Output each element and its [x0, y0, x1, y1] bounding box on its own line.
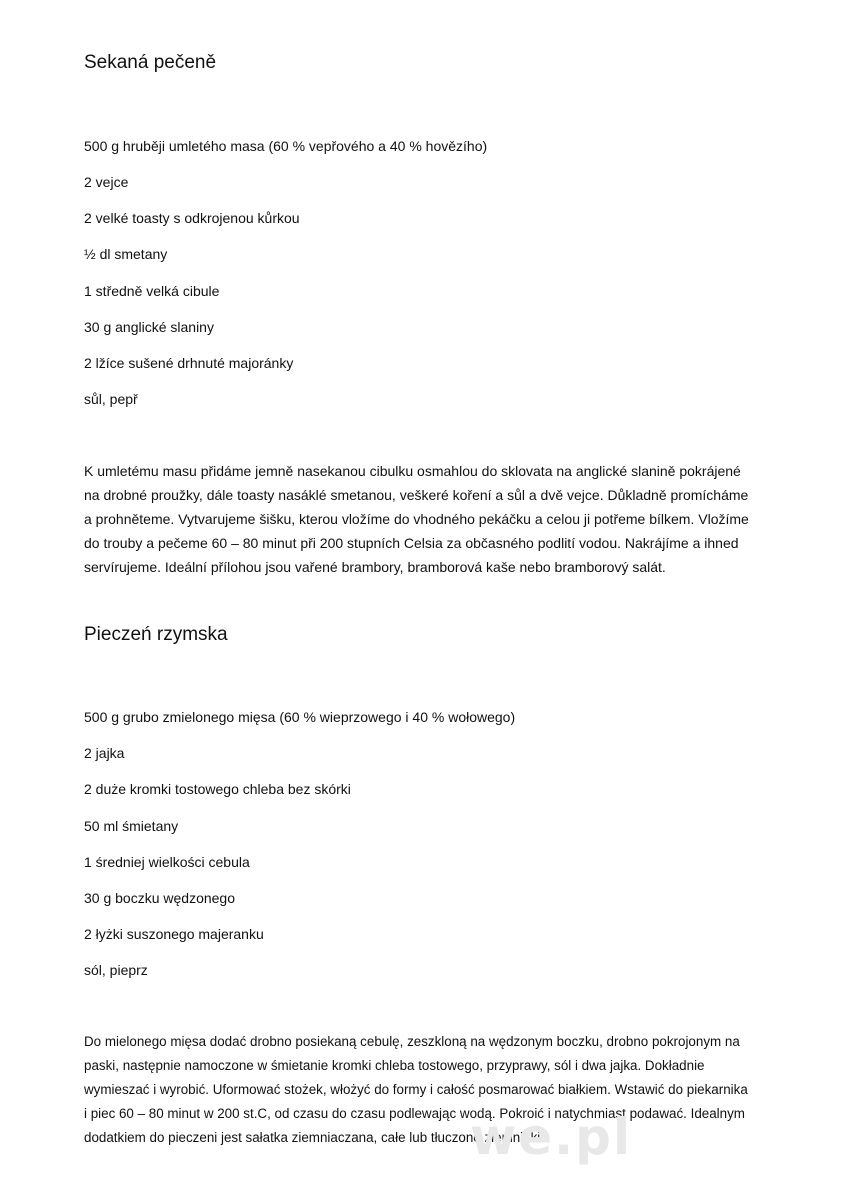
ingredient-item: 2 lžíce sušené drhnuté majoránky: [84, 355, 294, 371]
ingredient-item: 500 g hruběji umletého masa (60 % vepřového a 40 % hovězího): [84, 138, 488, 154]
instruction-line: servírujeme. Ideální přílohou jsou vařené brambory, bramborová kaše nebo bramborový salát.: [84, 559, 666, 575]
instruction-line: wymieszać i wyrobić. Uformować stożek, włożyć do formy i całość posmarować białkiem. Wstawić do piekarnika: [84, 1082, 748, 1097]
recipe-title-czech: Sekaná pečeně: [84, 52, 217, 73]
ingredient-item: 30 g anglické slaniny: [84, 319, 214, 335]
ingredient-item: 2 łyżki suszonego majeranku: [84, 926, 264, 942]
instruction-line: do trouby a pečeme 60 – 80 minut při 200 stupních Celsia za občasného podlití vodou. Nakrájíme a ihned: [84, 535, 739, 551]
ingredient-item: 1 středně velká cibule: [84, 283, 220, 299]
ingredient-item: sůl, pepř: [84, 391, 138, 407]
ingredient-item: 2 duże kromki tostowego chleba bez skórki: [84, 781, 351, 797]
ingredient-item: 2 vejce: [84, 174, 129, 190]
watermark: we.pl: [470, 1108, 633, 1166]
instruction-line: i piec 60 – 80 minut w 200 st.C, od czasu do czasu podlewając wodą. Pokroić i natychmiast podawać. Idealnym: [84, 1106, 745, 1121]
instruction-line: na drobné proužky, dále toasty nasáklé smetanou, veškeré koření a sůl a dvě vejce. Důkladně promícháme: [84, 487, 749, 503]
recipe-instructions-polish: [84, 1030, 804, 1150]
recipe-instructions-czech: [84, 459, 804, 579]
instruction-line: a prohněteme. Vytvarujeme šišku, kterou vložíme do vhodného pekáčku a celou ji potřeme bílkem. Vložíme: [84, 511, 749, 527]
instruction-line: dodatkiem do pieczeni jest sałatka ziemniaczana, całe lub tłuczone ziemniaki.: [84, 1130, 544, 1145]
ingredient-item: 50 ml śmietany: [84, 818, 179, 834]
ingredient-item: sól, pieprz: [84, 962, 148, 978]
ingredient-item: 30 g boczku wędzonego: [84, 890, 235, 906]
ingredient-item: 2 velké toasty s odkrojenou kůrkou: [84, 210, 300, 226]
instruction-line: Do mielonego mięsa dodać drobno posiekaną cebulę, zeszkloną na wędzonym boczku, drobno pokrojonym na: [84, 1034, 740, 1049]
ingredient-item: ½ dl smetany: [84, 246, 168, 262]
ingredient-item: 1 średniej wielkości cebula: [84, 854, 250, 870]
ingredient-item: 500 g grubo zmielonego mięsa (60 % wieprzowego i 40 % wołowego): [84, 709, 516, 725]
instruction-line: K umletému masu přidáme jemně nasekanou cibulku osmahlou do sklovata na anglické slanině pokrájené: [84, 463, 741, 479]
ingredient-item: 2 jajka: [84, 745, 125, 761]
instruction-line: paski, następnie namoczone w śmietanie kromki chleba tostowego, przyprawy, sól i dwa jajka. Dokładnie: [84, 1058, 705, 1073]
recipe-title-polish: Pieczeń rzymska: [84, 624, 228, 645]
